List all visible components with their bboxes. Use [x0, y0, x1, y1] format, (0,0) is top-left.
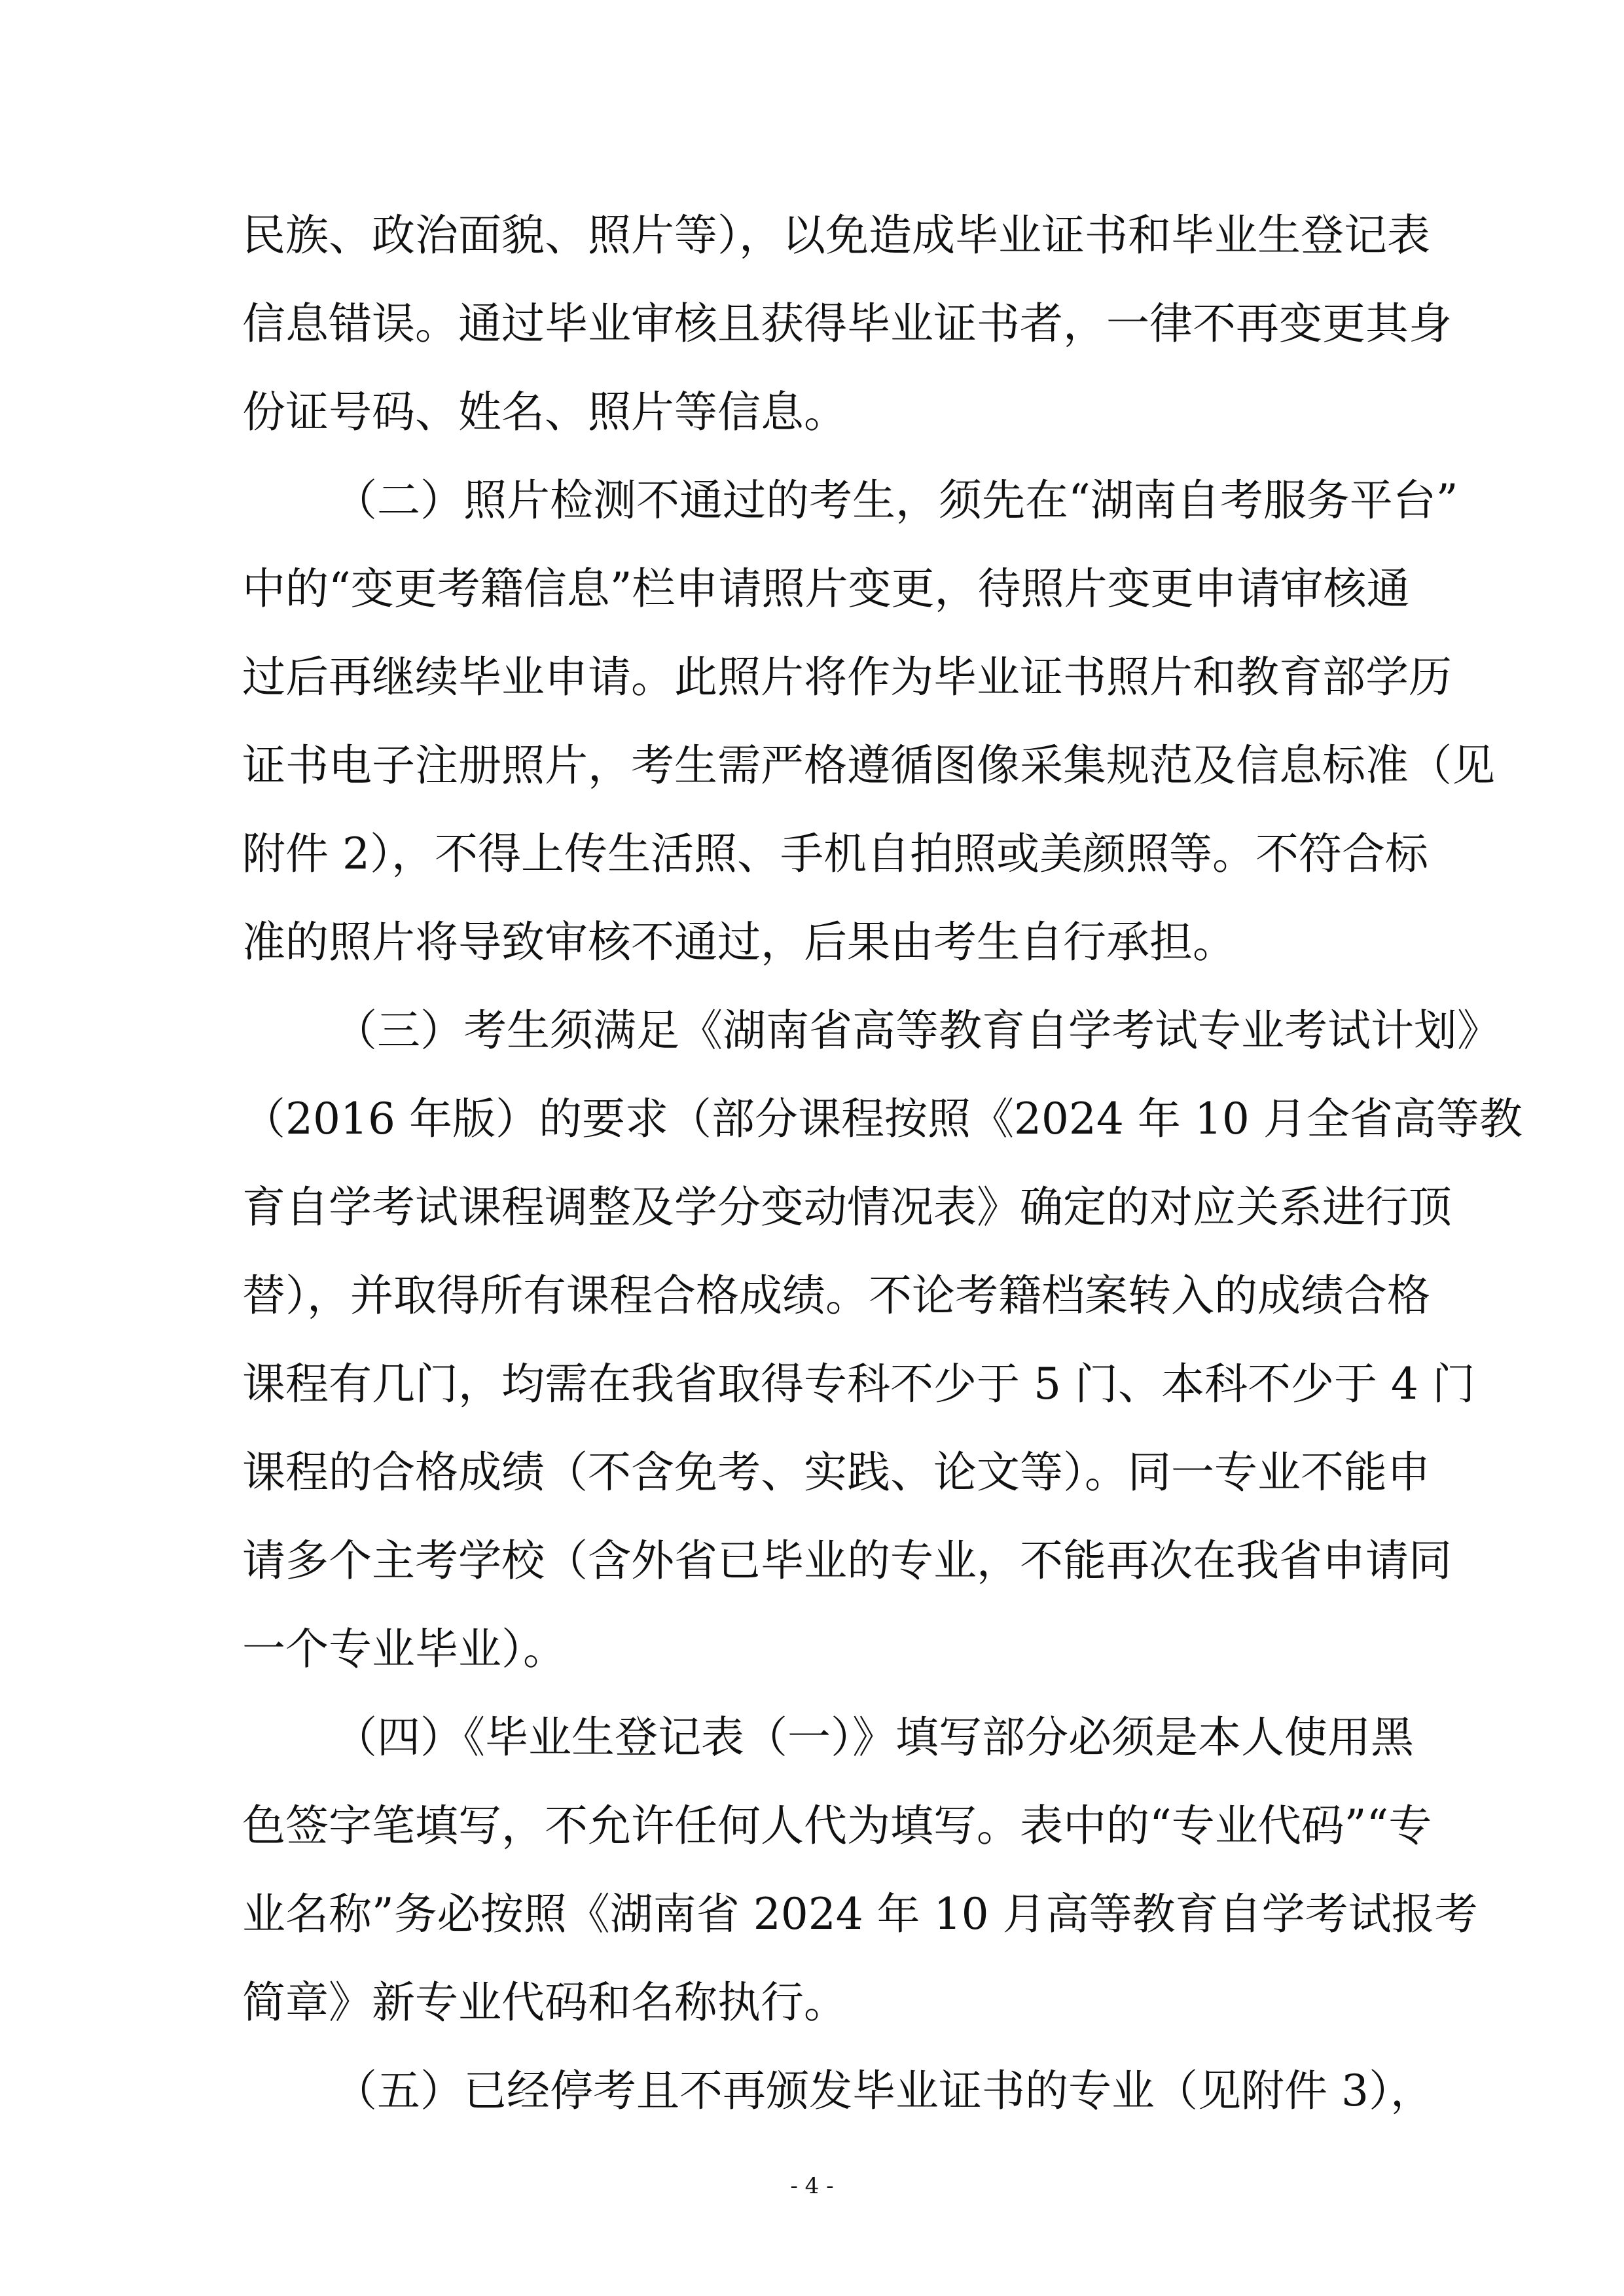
text-line: 课程的合格成绩（不含免考、实践、论文等）。同一专业不能申	[242, 1447, 1430, 1498]
text-line: 色签字笔填写，不允许任何人代为填写。表中的“专业代码”“专	[242, 1801, 1432, 1851]
text-line: 中的“变更考籍信息”栏申请照片变更，待照片变更申请审核通	[242, 564, 1410, 614]
text-line: 附件 2），不得上传生活照、手机自拍照或美颜照等。不符合标	[242, 829, 1428, 879]
paragraph-start-line: （四）《毕业生登记表（一）》填写部分必须是本人使用黑	[334, 1712, 1414, 1763]
text-line: 过后再继续毕业申请。此照片将作为毕业证书照片和教育部学历	[242, 652, 1452, 702]
text-line: 请多个主考学校（含外省已毕业的专业，不能再次在我省申请同	[242, 1535, 1452, 1586]
page-number: - 4 -	[790, 2173, 834, 2199]
text-line: 信息错误。通过毕业审核且获得毕业证书者，一律不再变更其身	[242, 298, 1452, 349]
text-line: 民族、政治面貌、照片等），以免造成毕业证书和毕业生登记表	[242, 210, 1430, 260]
text-line: （2016 年版）的要求（部分课程按照《2024 年 10 月全省高等教	[242, 1094, 1523, 1144]
paragraph-start-line: （三）考生须满足《湖南省高等教育自学考试专业考试计划》	[334, 1005, 1500, 1056]
text-line: 业名称”务必按照《湖南省 2024 年 10 月高等教育自学考试报考	[242, 1889, 1478, 1939]
text-line: 简章》新专业代码和名称执行。	[242, 1977, 847, 2028]
text-line: 课程有几门，均需在我省取得专科不少于 5 门、本科不少于 4 门	[242, 1359, 1475, 1409]
text-line: 替），并取得所有课程合格成绩。不论考籍档案转入的成绩合格	[242, 1270, 1430, 1321]
text-line: 证书电子注册照片，考生需严格遵循图像采集规范及信息标准（见	[242, 740, 1495, 791]
text-line: 育自学考试课程调整及学分变动情况表》确定的对应关系进行顶	[242, 1182, 1452, 1232]
paragraph-start-line: （二）照片检测不通过的考生，须先在“湖南自考服务平台”	[334, 475, 1458, 526]
paragraph-start-line: （五）已经停考且不再颁发毕业证书的专业（见附件 3），	[334, 2066, 1434, 2116]
text-line: 准的照片将导致审核不通过，后果由考生自行承担。	[242, 917, 1236, 967]
text-line: 一个专业毕业）。	[242, 1624, 566, 1674]
text-line: 份证号码、姓名、照片等信息。	[242, 387, 847, 437]
